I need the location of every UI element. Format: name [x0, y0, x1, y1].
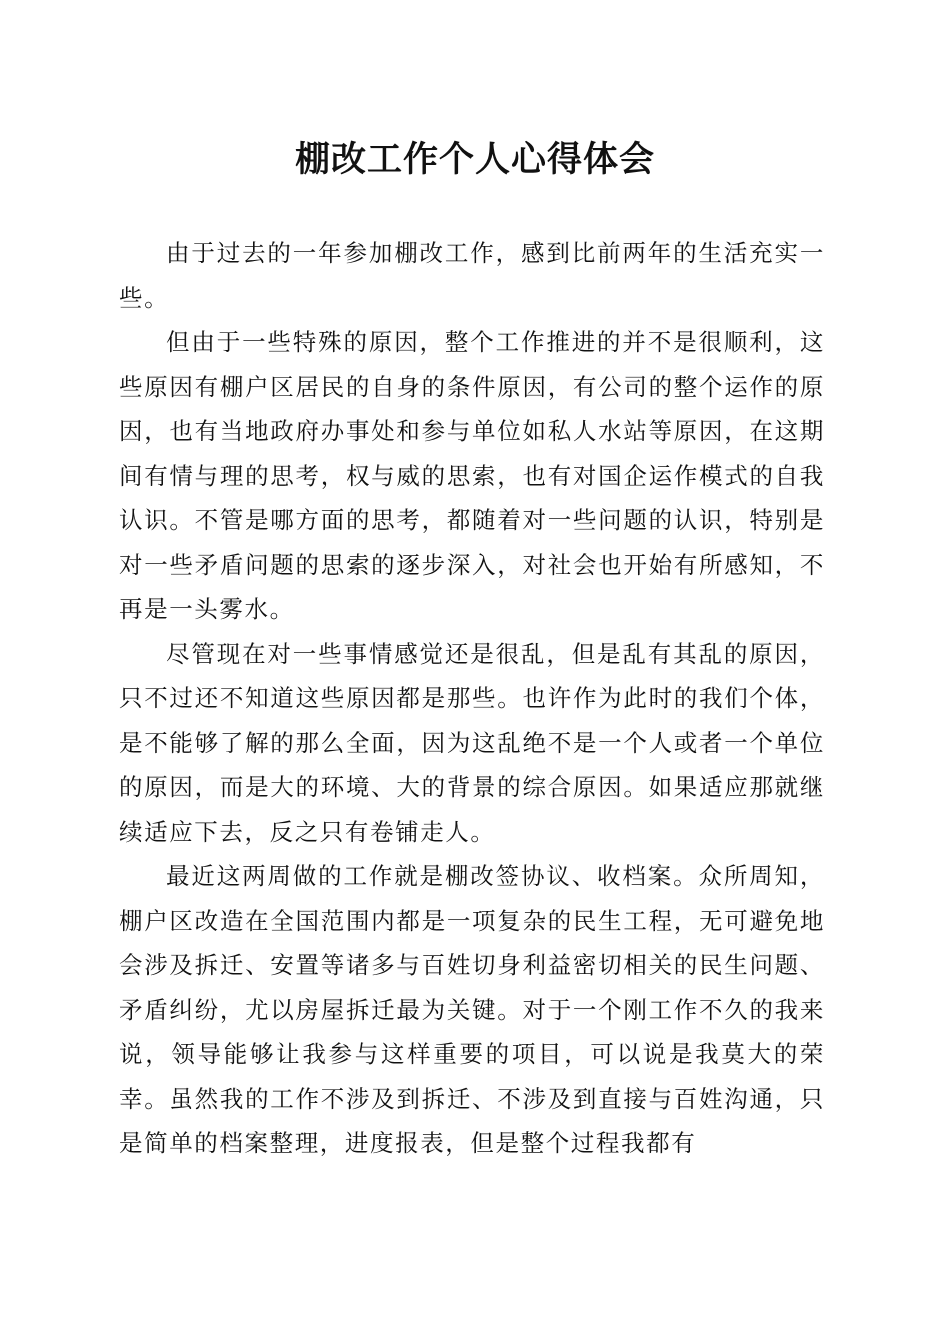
- paragraph: 尽管现在对一些事情感觉还是很乱，但是乱有其乱的原因，只不过还不知道这些原因都是那些。也许作为此时的我们个体，是不能够了解的那么全面，因为这乱绝不是一个人或者一个单位的原因，而是大的环境、大的背景的综合原因。如果适应那就继续适应下去，反之只有卷铺走人。: [119, 639, 825, 846]
- paragraph: 由于过去的一年参加棚改工作，感到比前两年的生活充实一些。: [119, 239, 825, 312]
- paragraph: 最近这两周做的工作就是棚改签协议、收档案。众所周知，棚户区改造在全国范围内都是一项复杂的民生工程，无可避免地会涉及拆迁、安置等诸多与百姓切身利益密切相关的民生问题、矛盾纠纷，尤以房屋拆迁最为关键。对于一个刚工作不久的我来说，领导能够让我参与这样重要的项目，可以说是我莫大的荣幸。虽然我的工作不涉及到拆迁、不涉及到直接与百姓沟通，只是简单的档案整理，进度报表，但是整个过程我都有: [119, 862, 825, 1157]
- paragraph: 但由于一些特殊的原因，整个工作推进的并不是很顺利，这些原因有棚户区居民的自身的条件原因，有公司的整个运作的原因，也有当地政府办事处和参与单位如私人水站等原因，在这期间有情与理的思考，权与威的思索，也有对国企运作模式的自我认识。不管是哪方面的思考，都随着对一些问题的认识，特别是对一些矛盾问题的思索的逐步深入，对社会也开始有所感知，不再是一头雾水。: [119, 328, 825, 623]
- document-title: 棚改工作个人心得体会: [294, 139, 655, 180]
- document-body: [119, 231, 825, 1166]
